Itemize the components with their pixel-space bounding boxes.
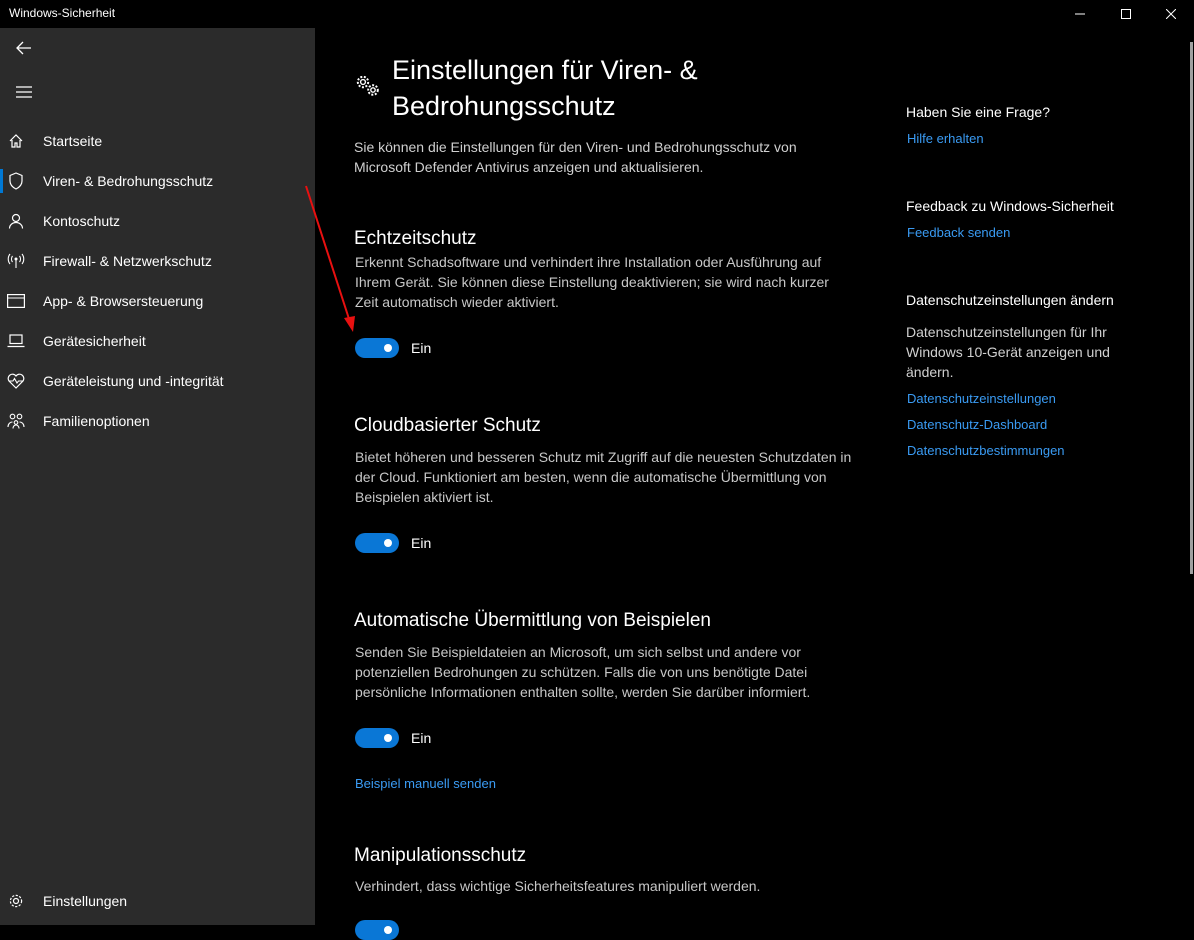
back-arrow-icon bbox=[16, 41, 32, 55]
section-description: Verhindert, dass wichtige Sicherheitsfeatures manipuliert werden. bbox=[355, 878, 761, 894]
sidebar-item-label: Viren- & Bedrohungsschutz bbox=[43, 173, 214, 189]
section-title-automatische-uebermittlung: Automatische Übermittlung von Beispielen bbox=[354, 610, 711, 631]
manipulationsschutz-toggle[interactable] bbox=[355, 920, 399, 940]
settings-gears-icon bbox=[355, 74, 381, 103]
feedback-heading: Feedback zu Windows-Sicherheit bbox=[906, 198, 1114, 214]
sidebar-item-familienoptionen[interactable] bbox=[0, 401, 315, 441]
sidebar-item-geraetesicherheit[interactable] bbox=[0, 321, 315, 361]
automatische-uebermittlung-toggle[interactable] bbox=[355, 728, 399, 748]
section-description: Erkennt Schadsoftware und verhindert ihre Installation oder Ausführung auf Ihrem Gerät. Sie können diese Einstellung deaktivieren; sie wird nach kurzer Zeit automatisch wieder aktiviert. bbox=[355, 254, 829, 310]
toggle-state-label: Ein bbox=[411, 535, 432, 551]
echtzeitschutz-toggle[interactable] bbox=[355, 338, 399, 358]
privacy-description: Datenschutzeinstellungen für Ihr Windows 10-Gerät anzeigen und ändern. bbox=[906, 324, 1110, 380]
question-heading: Haben Sie eine Frage? bbox=[906, 104, 1050, 120]
section-title-manipulationsschutz: Manipulationsschutz bbox=[354, 845, 527, 866]
sidebar-item-label: App- & Browsersteuerung bbox=[43, 293, 204, 309]
sidebar-item-kontoschutz[interactable] bbox=[0, 201, 315, 241]
sidebar-item-label: Firewall- & Netzwerkschutz bbox=[43, 253, 212, 269]
sidebar-item-label: Geräteleistung und -integrität bbox=[43, 373, 224, 389]
section-title-cloudbasierter-schutz: Cloudbasierter Schutz bbox=[354, 415, 541, 436]
scrollbar[interactable] bbox=[1179, 28, 1194, 925]
minimize-button[interactable] bbox=[1057, 0, 1103, 28]
gear-icon bbox=[0, 893, 32, 909]
hamburger-menu-button[interactable] bbox=[0, 72, 48, 112]
sidebar-item-firewall[interactable] bbox=[0, 241, 315, 281]
scrollbar-thumb[interactable] bbox=[1190, 42, 1193, 574]
toggle-knob bbox=[384, 734, 392, 742]
privacy-heading: Datenschutzeinstellungen ändern bbox=[906, 292, 1114, 308]
cloudbasierter-schutz-toggle[interactable] bbox=[355, 533, 399, 553]
toggle-knob bbox=[384, 926, 392, 934]
sidebar-item-label: Familienoptionen bbox=[43, 413, 150, 429]
sidebar-item-label: Gerätesicherheit bbox=[43, 333, 146, 349]
toggle-knob bbox=[384, 344, 392, 352]
app-window-icon bbox=[0, 294, 32, 308]
home-icon bbox=[0, 133, 32, 149]
shield-icon bbox=[0, 172, 32, 190]
sidebar bbox=[0, 28, 315, 925]
section-title-echtzeitschutz: Echtzeitschutz bbox=[354, 228, 477, 249]
help-link[interactable]: Hilfe erhalten bbox=[907, 131, 984, 146]
privacy-dashboard-link[interactable]: Datenschutz-Dashboard bbox=[907, 417, 1048, 432]
toggle-state-label: Ein bbox=[411, 340, 432, 356]
hamburger-icon bbox=[16, 86, 32, 98]
section-description: Bietet höheren und besseren Schutz mit Zugriff auf die neuesten Schutzdaten in der Cloud. Funktioniert am besten, wenn die automatische Übermittlung von Beispielen aktiviert ist. bbox=[355, 449, 852, 505]
sidebar-item-startseite[interactable] bbox=[0, 121, 315, 161]
section-description: Senden Sie Beispieldateien an Microsoft, um sich selbst und andere vor potenziellen Bedrohungen zu schützen. Falls die von uns benötigte Datei persönliche Informationen enthalten sollte, werden Sie darüber informiert. bbox=[355, 644, 811, 700]
sidebar-item-geraeteleistung[interactable] bbox=[0, 361, 315, 401]
page-title: Einstellungen für Viren- & Bedrohungsschutz bbox=[392, 55, 698, 121]
sidebar-item-label: Startseite bbox=[43, 133, 103, 149]
close-icon bbox=[1166, 9, 1176, 19]
close-button[interactable] bbox=[1148, 0, 1194, 28]
heart-pulse-icon bbox=[0, 373, 32, 389]
beispiel-manuell-senden-link[interactable]: Beispiel manuell senden bbox=[355, 776, 496, 791]
annotation-arrow bbox=[300, 180, 360, 340]
sidebar-item-label: Kontoschutz bbox=[43, 213, 121, 229]
privacy-settings-link[interactable]: Datenschutzeinstellungen bbox=[907, 391, 1056, 406]
title-bar bbox=[0, 0, 1194, 28]
laptop-icon bbox=[0, 334, 32, 348]
privacy-statement-link[interactable]: Datenschutzbestimmungen bbox=[907, 443, 1065, 458]
sidebar-item-viren-bedrohungsschutz[interactable] bbox=[0, 161, 315, 201]
toggle-state-label: Ein bbox=[411, 730, 432, 746]
person-icon bbox=[0, 213, 32, 229]
feedback-link[interactable]: Feedback senden bbox=[907, 225, 1011, 240]
toggle-knob bbox=[384, 539, 392, 547]
minimize-icon bbox=[1075, 9, 1085, 19]
window-title: Windows-Sicherheit bbox=[9, 6, 116, 20]
maximize-button[interactable] bbox=[1103, 0, 1149, 28]
antenna-icon bbox=[0, 253, 32, 269]
sidebar-item-einstellungen[interactable] bbox=[0, 881, 315, 921]
family-icon bbox=[0, 413, 32, 429]
page-description: Sie können die Einstellungen für den Viren- und Bedrohungsschutz von Microsoft Defender Antivirus anzeigen und aktualisieren. bbox=[354, 139, 797, 175]
maximize-icon bbox=[1121, 9, 1131, 19]
back-button[interactable] bbox=[0, 28, 48, 68]
sidebar-item-app-browsersteuerung[interactable] bbox=[0, 281, 315, 321]
sidebar-item-label: Einstellungen bbox=[43, 893, 128, 909]
